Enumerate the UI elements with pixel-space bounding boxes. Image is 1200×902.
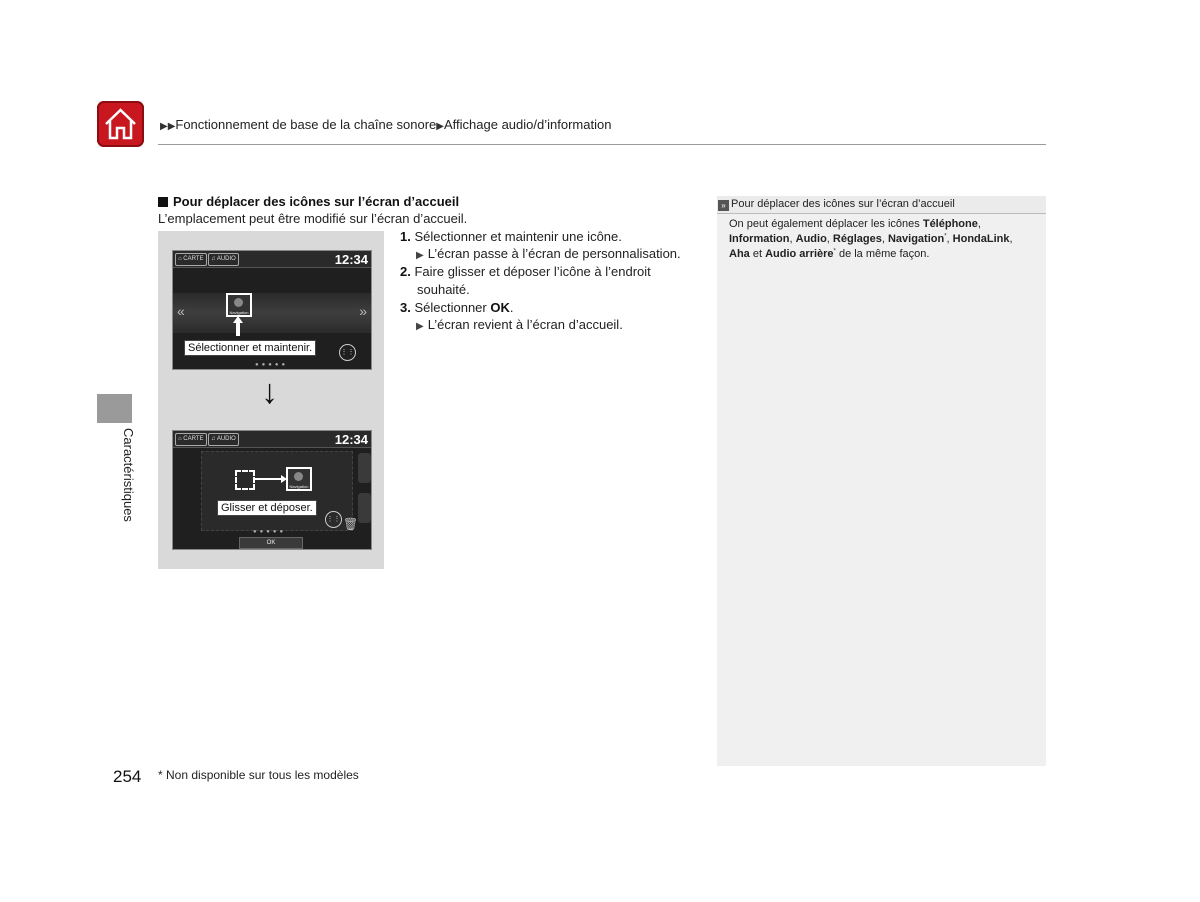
- step-3-result: ▶ L’écran revient à l’écran d’accueil.: [416, 317, 623, 332]
- breadcrumb-link-2[interactable]: Affichage audio/d’information: [444, 117, 612, 132]
- note-marker-icon: »: [718, 200, 729, 211]
- app-icon: Navigation: [226, 293, 252, 317]
- header-divider: [158, 144, 1046, 145]
- result-arrow-icon: ▶: [416, 250, 424, 261]
- footnote: * Non disponible sur tous les modèles: [158, 768, 359, 782]
- note-line-3: Aha et Audio arrière* de la même façon.: [729, 248, 930, 260]
- map-chip: ⌂ CARTE: [175, 433, 207, 446]
- chapter-tab-marker[interactable]: [97, 394, 132, 423]
- page-number: 254: [113, 767, 142, 786]
- note-line-2: Information, Audio, Réglages, Navigation*, HondaLink,: [729, 233, 1013, 245]
- section-intro: L’emplacement peut être modifié sur l’écran d’accueil.: [158, 211, 468, 226]
- chapter-tab-label: Caractéristiques: [121, 428, 136, 522]
- caption-drag-drop: Glisser et déposer.: [217, 500, 317, 516]
- home-screen-illustration: [172, 250, 372, 370]
- status-bar: [173, 431, 371, 448]
- trash-icon: 🗑: [343, 517, 359, 531]
- page-dots: ●●●●●: [255, 362, 289, 368]
- customize-screen-illustration: [172, 430, 372, 550]
- caption-select-hold: Sélectionner et maintenir.: [184, 340, 316, 356]
- icon-band: [173, 293, 371, 333]
- audio-chip: ♫ AUDIO: [208, 253, 239, 266]
- side-note-panel: [717, 196, 1046, 766]
- step-2-cont: souhaité.: [417, 282, 470, 297]
- app-grid-icon: ⋮⋮: [339, 344, 356, 361]
- status-bar: [173, 251, 371, 268]
- square-bullet-icon: [158, 197, 168, 207]
- side-note-heading: » Pour déplacer des icônes sur l’écran d’accueil: [717, 196, 1046, 214]
- section-title-text: Pour déplacer des icônes sur l’écran d’accueil: [173, 194, 460, 209]
- illustration-figure: [158, 231, 384, 569]
- breadcrumb-link-1[interactable]: Fonctionnement de base de la chaîne sonore: [175, 117, 437, 132]
- map-chip: ⌂ CARTE: [175, 253, 207, 266]
- breadcrumb-arrow-icon: ▶▶: [160, 121, 176, 132]
- step-2: 2. Faire glisser et déposer l’icône à l’endroit: [400, 264, 651, 279]
- step-1-result: ▶ L’écran passe à l’écran de personnalisation.: [416, 246, 681, 261]
- side-panel: [358, 453, 371, 483]
- section-title: [158, 194, 459, 209]
- home-icon[interactable]: [97, 101, 144, 147]
- step-1: 1. Sélectionner et maintenir une icône.: [400, 229, 622, 244]
- result-arrow-icon: ▶: [416, 321, 424, 332]
- breadcrumb-arrow-icon: ▶: [436, 121, 444, 132]
- chevron-right-icon: »: [359, 303, 367, 319]
- clock: 12:34: [334, 252, 368, 267]
- drop-target-icon: [235, 470, 255, 490]
- note-line-1: On peut également déplacer les icônes Téléphone,: [729, 218, 981, 230]
- audio-chip: ♫ AUDIO: [208, 433, 239, 446]
- page-dots: ●●●●●: [253, 529, 287, 535]
- app-grid-icon: ⋮⋮: [325, 511, 342, 528]
- breadcrumb: [160, 117, 611, 132]
- arrow-down-icon: ↓: [261, 373, 278, 411]
- clock: 12:34: [334, 432, 368, 447]
- step-3: 3. Sélectionner OK.: [400, 300, 514, 315]
- arrow-right-icon: [254, 474, 288, 484]
- ok-button: OK: [239, 537, 303, 549]
- side-panel: [358, 493, 371, 523]
- chevron-left-icon: «: [177, 303, 185, 319]
- app-icon: Navigation: [286, 467, 312, 491]
- arrow-up-icon: [232, 315, 244, 337]
- house-icon: [103, 107, 138, 141]
